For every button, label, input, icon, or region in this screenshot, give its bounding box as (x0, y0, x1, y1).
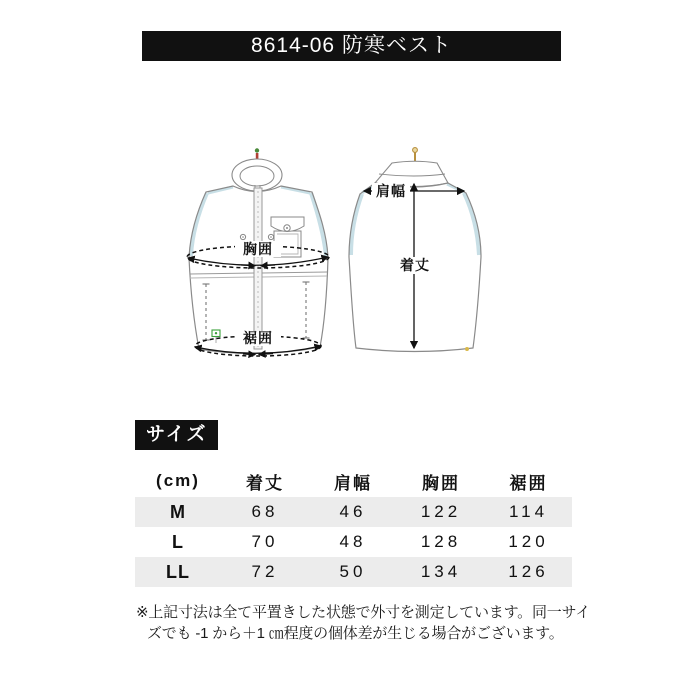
measurement-footnote (136, 602, 596, 644)
shoulder-width-label: 肩幅 (376, 183, 406, 199)
column-header-chest: 胸囲 (397, 465, 485, 497)
back-hanger-loop-icon (413, 148, 418, 163)
back-hem-tab (465, 347, 469, 351)
size-table (135, 465, 572, 587)
size-cell: L (172, 531, 184, 552)
size-section-heading: サイズ (135, 420, 218, 450)
value-cell: 68 (251, 502, 279, 521)
product-title-banner: 8614-06 防寒ベスト (142, 31, 561, 61)
column-header-length: 着丈 (221, 465, 309, 497)
value-cell: 48 (339, 532, 367, 551)
value-cell: 72 (251, 562, 279, 581)
column-header-hem: 裾囲 (485, 465, 572, 497)
column-header-unit: (cm) (135, 465, 221, 497)
body-length-label: 着丈 (400, 257, 430, 273)
front-vest-drawing (187, 148, 329, 356)
column-header-shoulder: 肩幅 (309, 465, 397, 497)
back-vest-drawing (349, 148, 481, 352)
size-table-header-row (135, 465, 572, 497)
value-cell: 114 (508, 502, 549, 521)
size-cell: M (170, 501, 186, 522)
chest-girth-label: 胸囲 (243, 241, 273, 257)
footnote-line-2: ズでも -1 から＋1 ㎝程度の個体差が生じる場合がございます。 (147, 625, 564, 642)
value-cell: 128 (420, 532, 462, 551)
value-cell: 122 (420, 502, 462, 521)
value-cell: 46 (339, 502, 367, 521)
value-cell: 70 (251, 532, 279, 551)
size-cell: LL (166, 561, 190, 582)
value-cell: 120 (508, 532, 549, 551)
table-row-m (135, 497, 572, 527)
value-cell: 126 (508, 562, 549, 581)
footnote-line-1: ※上記寸法は全て平置きした状態で外寸を測定しています。同一サイ (136, 604, 591, 621)
table-row-ll (135, 557, 572, 587)
value-cell: 134 (420, 562, 462, 581)
table-row-l (135, 527, 572, 557)
hem-girth-label: 裾囲 (243, 330, 273, 346)
front-collar-opening (240, 166, 274, 186)
vest-measurement-diagram (0, 130, 700, 380)
value-cell: 50 (339, 562, 367, 581)
